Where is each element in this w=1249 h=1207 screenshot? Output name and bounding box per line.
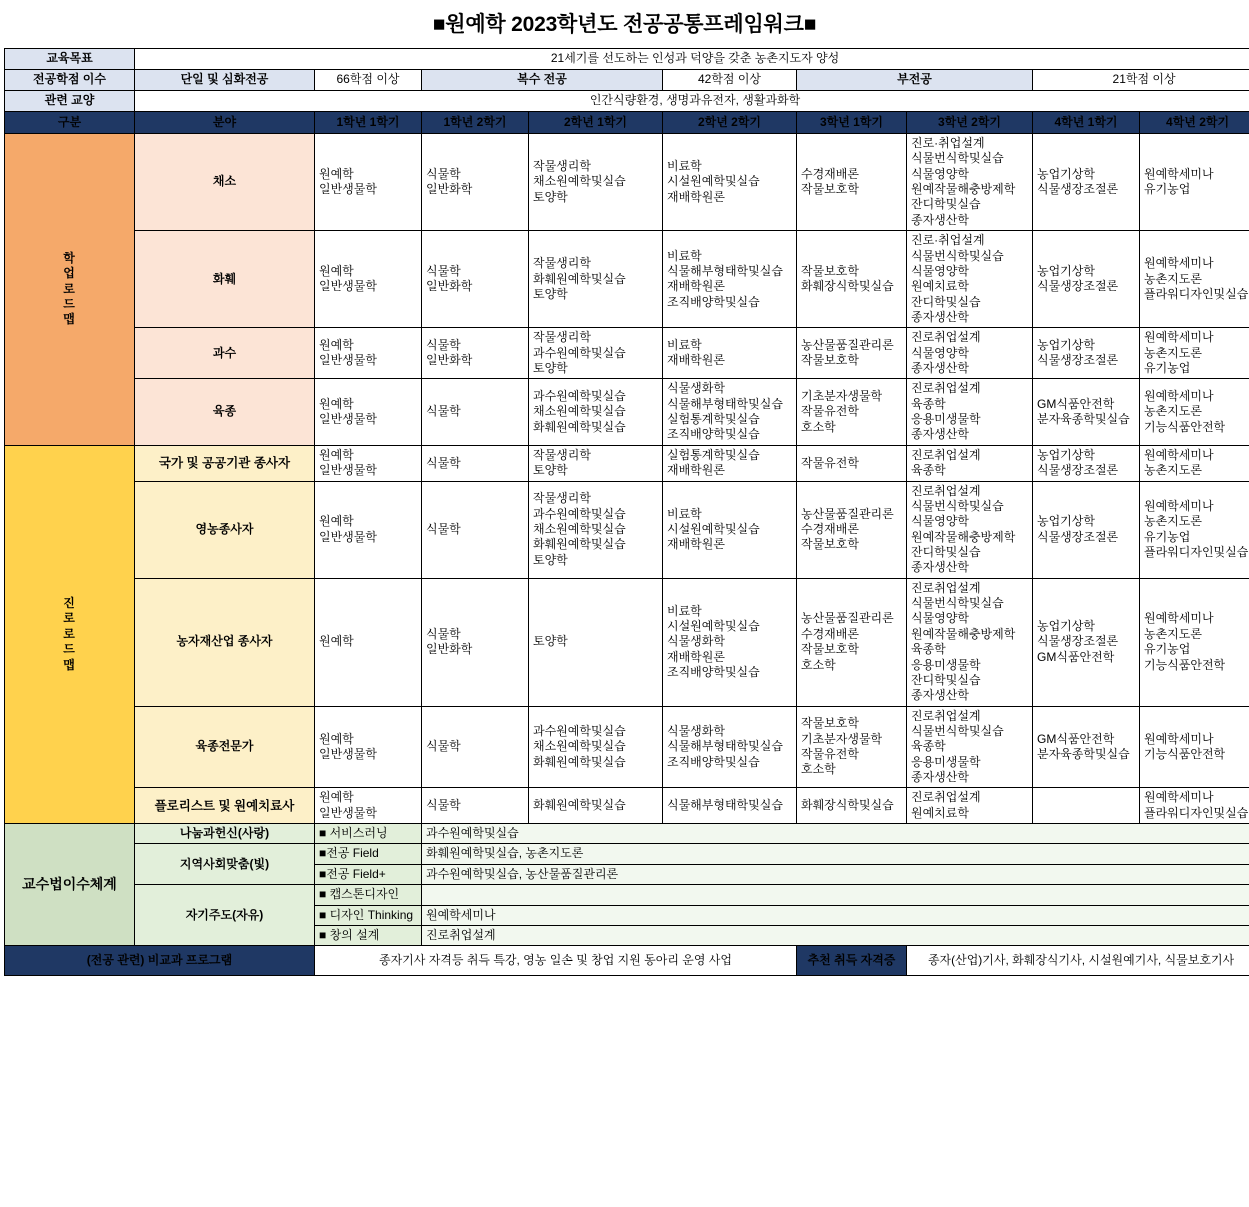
course-cell: 식물생화학 식물해부형태학및실습 조직배양학및실습	[663, 706, 797, 788]
credit-name-1: 복수 전공	[422, 70, 663, 91]
teaching-group-name: 자기주도(자유)	[135, 885, 315, 946]
liberal-value: 인간식량환경, 생명과유전자, 생활과화학	[135, 91, 1249, 112]
course-cell: 진로취업설계 식물번식학및실습 식물영양학 원예작물해충방제학 육종학 응용미생물학 잔디학및실습 종자생산학	[907, 578, 1033, 706]
header-field: 분야	[135, 112, 315, 134]
teaching-item-label: ■ 서비스러닝	[315, 824, 422, 844]
table-row	[5, 578, 1249, 706]
course-cell: GM식품안전학 분자육종학및실습	[1033, 379, 1140, 445]
course-cell	[1033, 788, 1140, 824]
course-cell: 작물생리학 화훼원예학및실습 토양학	[529, 231, 663, 328]
goal-value: 21세기를 선도하는 인성과 덕양을 갖춘 농촌지도자 양성	[135, 49, 1249, 70]
goal-label: 교육목표	[5, 49, 135, 70]
course-cell: 농산물품질관리론 작물보호학	[797, 328, 907, 379]
course-cell: 작물생리학 과수원예학및실습 토양학	[529, 328, 663, 379]
header-sem-5: 3학년 2학기	[907, 112, 1033, 134]
course-cell: 원예학세미나 농촌지도론 유기농업	[1140, 328, 1249, 379]
teaching-group-name: 나눔과헌신(사랑)	[135, 824, 315, 844]
table-row	[5, 328, 1249, 379]
page-title: ■원예학 2023학년도 전공공통프레임워크■	[432, 13, 817, 36]
course-cell: 수경재배론 작물보호학	[797, 134, 907, 231]
program-label: (전공 관련) 비교과 프로그램	[5, 946, 315, 976]
header-sem-0: 1학년 1학기	[315, 112, 422, 134]
course-cell: 진로취업설계 식물번식학및실습 식물영양학 원예작물해충방제학 잔디학및실습 종자생산학	[907, 481, 1033, 578]
header-division: 구분	[5, 112, 135, 134]
course-cell: 비료학 식물해부형태학및실습 재배학원론 조직배양학및실습	[663, 231, 797, 328]
course-cell: 원예학	[315, 578, 422, 706]
framework-table	[4, 48, 1249, 976]
credit-label: 전공학점 이수	[5, 70, 135, 91]
field-name: 영농종사자	[135, 481, 315, 578]
table-row	[5, 706, 1249, 788]
teaching-item-value: 화훼원예학및실습, 농촌지도론	[422, 844, 1249, 864]
course-cell: 화훼장식학및실습	[797, 788, 907, 824]
course-cell: 식물학 일반화학	[422, 134, 529, 231]
course-cell: 원예학 일반생물학	[315, 445, 422, 481]
course-cell: 식물학	[422, 788, 529, 824]
course-cell: 비료학 재배학원론	[663, 328, 797, 379]
header-sem-7: 4학년 2학기	[1140, 112, 1249, 134]
field-name: 육종전문가	[135, 706, 315, 788]
course-cell: 비료학 시설원예학및실습 식물생화학 재배학원론 조직배양학및실습	[663, 578, 797, 706]
table-row	[5, 231, 1249, 328]
course-cell: 농산물품질관리론 수경재배론 작물보호학 호소학	[797, 578, 907, 706]
field-name: 플로리스트 및 원예치료사	[135, 788, 315, 824]
course-cell: 작물생리학 채소원예학및실습 토양학	[529, 134, 663, 231]
program-value: 종자기사 자격등 취득 특강, 영농 일손 및 창업 지원 동아리 운영 사업	[315, 946, 797, 976]
course-cell: 원예학세미나 농촌지도론 플라워디자인및실습	[1140, 231, 1249, 328]
teaching-item-value: 과수원예학및실습	[422, 824, 1249, 844]
credit-name-0: 단일 및 심화전공	[135, 70, 315, 91]
teaching-item-label: ■ 창의 설계	[315, 925, 422, 945]
course-cell: 진로취업설계 식물번식학및실습 육종학 응용미생물학 종자생산학	[907, 706, 1033, 788]
course-cell: 원예학세미나 농촌지도론 기능식품안전학	[1140, 379, 1249, 445]
course-cell: 식물학 일반화학	[422, 231, 529, 328]
header-sem-4: 3학년 1학기	[797, 112, 907, 134]
course-cell: 농업기상학 식물생장조절론 GM식품안전학	[1033, 578, 1140, 706]
table-row	[5, 379, 1249, 445]
course-cell: 작물생리학 과수원예학및실습 채소원예학및실습 화훼원예학및실습 토양학	[529, 481, 663, 578]
header-sem-6: 4학년 1학기	[1033, 112, 1140, 134]
credit-value-1: 42학점 이상	[663, 70, 797, 91]
table-row	[5, 445, 1249, 481]
table-row	[5, 134, 1249, 231]
field-name: 화훼	[135, 231, 315, 328]
course-cell: 원예학 일반생물학	[315, 328, 422, 379]
course-cell: GM식품안전학 분자육종학및실습	[1033, 706, 1140, 788]
course-cell: 원예학세미나 농촌지도론 유기농업 기능식품안전학	[1140, 578, 1249, 706]
table-row	[5, 844, 1249, 864]
course-cell: 식물해부형태학및실습	[663, 788, 797, 824]
header-sem-3: 2학년 2학기	[663, 112, 797, 134]
section-label-career: 진 로 로 드 맵	[5, 445, 135, 823]
field-name: 국가 및 공공기관 종사자	[135, 445, 315, 481]
course-cell: 과수원예학및실습 채소원예학및실습 화훼원예학및실습	[529, 379, 663, 445]
course-cell: 원예학 일반생물학	[315, 379, 422, 445]
cert-label: 추천 취득 자격증	[797, 946, 907, 976]
header-sem-1: 1학년 2학기	[422, 112, 529, 134]
course-cell: 농업기상학 식물생장조절론	[1033, 481, 1140, 578]
course-cell: 식물학 일반화학	[422, 578, 529, 706]
course-cell: 진로·취업설계 식물번식학및실습 식물영양학 원예치료학 잔디학및실습 종자생산학	[907, 231, 1033, 328]
teaching-group-name: 지역사회맞춤(빛)	[135, 844, 315, 885]
teaching-item-label: ■ 디자인 Thinking	[315, 905, 422, 925]
course-cell: 작물보호학 기초분자생물학 작물유전학 호소학	[797, 706, 907, 788]
course-cell: 원예학세미나 농촌지도론	[1140, 445, 1249, 481]
course-cell: 식물학	[422, 445, 529, 481]
goal-row	[5, 49, 1249, 70]
course-cell: 농업기상학 식물생장조절론	[1033, 134, 1140, 231]
field-name: 과수	[135, 328, 315, 379]
credit-name-2: 부전공	[797, 70, 1033, 91]
course-cell: 식물학	[422, 481, 529, 578]
credit-value-0: 66학점 이상	[315, 70, 422, 91]
table-row	[5, 788, 1249, 824]
course-cell: 원예학세미나 유기농업	[1140, 134, 1249, 231]
teaching-item-value: 과수원예학및실습, 농산물품질관리론	[422, 864, 1249, 884]
course-cell: 원예학세미나 농촌지도론 유기농업 플라워디자인및실습	[1140, 481, 1249, 578]
course-cell: 원예학 일반생물학	[315, 231, 422, 328]
course-cell: 실험통계학및실습 재배학원론	[663, 445, 797, 481]
field-name: 채소	[135, 134, 315, 231]
course-cell: 식물생화학 식물해부형태학및실습 실험통계학및실습 조직배양학및실습	[663, 379, 797, 445]
course-cell: 식물학	[422, 706, 529, 788]
course-cell: 원예학세미나 플라워디자인및실습	[1140, 788, 1249, 824]
course-cell: 작물생리학 토양학	[529, 445, 663, 481]
table-header-row	[5, 112, 1249, 134]
course-cell: 원예학 일반생물학	[315, 134, 422, 231]
course-cell: 원예학 일반생물학	[315, 706, 422, 788]
course-cell: 과수원예학및실습 채소원예학및실습 화훼원예학및실습	[529, 706, 663, 788]
course-cell: 식물학	[422, 379, 529, 445]
table-row	[5, 481, 1249, 578]
course-cell: 진로·취업설계 식물번식학및실습 식물영양학 원예작물해충방제학 잔디학및실습 종자생산학	[907, 134, 1033, 231]
course-cell: 원예학세미나 기능식품안전학	[1140, 706, 1249, 788]
teaching-item-label: ■ 캡스톤디자인	[315, 885, 422, 905]
course-cell: 비료학 시설원예학및실습 재배학원론	[663, 481, 797, 578]
course-cell: 농산물품질관리론 수경재배론 작물보호학	[797, 481, 907, 578]
teaching-item-label: ■전공 Field	[315, 844, 422, 864]
course-cell: 비료학 시설원예학및실습 재배학원론	[663, 134, 797, 231]
section-label-academic: 학 업 로 드 맵	[5, 134, 135, 446]
liberal-label: 관련 교양	[5, 91, 135, 112]
cert-value: 종자(산업)기사, 화훼장식기사, 시설원예기사, 식물보호기사	[907, 946, 1249, 976]
course-cell: 식물학 일반화학	[422, 328, 529, 379]
course-cell: 작물유전학	[797, 445, 907, 481]
course-cell: 토양학	[529, 578, 663, 706]
course-cell: 농업기상학 식물생장조절론	[1033, 445, 1140, 481]
course-cell: 원예학 일반생물학	[315, 788, 422, 824]
credit-value-2: 21학점 이상	[1033, 70, 1249, 91]
teaching-item-value	[422, 885, 1249, 905]
teaching-item-value: 원예학세미나	[422, 905, 1249, 925]
course-cell: 화훼원예학및실습	[529, 788, 663, 824]
course-cell: 농업기상학 식물생장조절론	[1033, 231, 1140, 328]
course-cell: 원예학 일반생물학	[315, 481, 422, 578]
field-name: 농자재산업 종사자	[135, 578, 315, 706]
liberal-row	[5, 91, 1249, 112]
course-cell: 기초분자생물학 작물유전학 호소학	[797, 379, 907, 445]
teaching-item-label: ■전공 Field+	[315, 864, 422, 884]
teaching-item-value: 진로취업설계	[422, 925, 1249, 945]
course-cell: 작물보호학 화훼장식학및실습	[797, 231, 907, 328]
table-row	[5, 885, 1249, 905]
field-name: 육종	[135, 379, 315, 445]
section-label-teaching: 교수법이수체계	[5, 824, 135, 946]
course-cell: 진로취업설계 육종학 응용미생물학 종자생산학	[907, 379, 1033, 445]
course-cell: 진로취업설계 식물영양학 종자생산학	[907, 328, 1033, 379]
course-cell: 농업기상학 식물생장조절론	[1033, 328, 1140, 379]
footer-row	[5, 946, 1249, 976]
course-cell: 진로취업설계 육종학	[907, 445, 1033, 481]
table-row	[5, 824, 1249, 844]
credit-row	[5, 70, 1249, 91]
course-cell: 진로취업설계 원예치료학	[907, 788, 1033, 824]
header-sem-2: 2학년 1학기	[529, 112, 663, 134]
